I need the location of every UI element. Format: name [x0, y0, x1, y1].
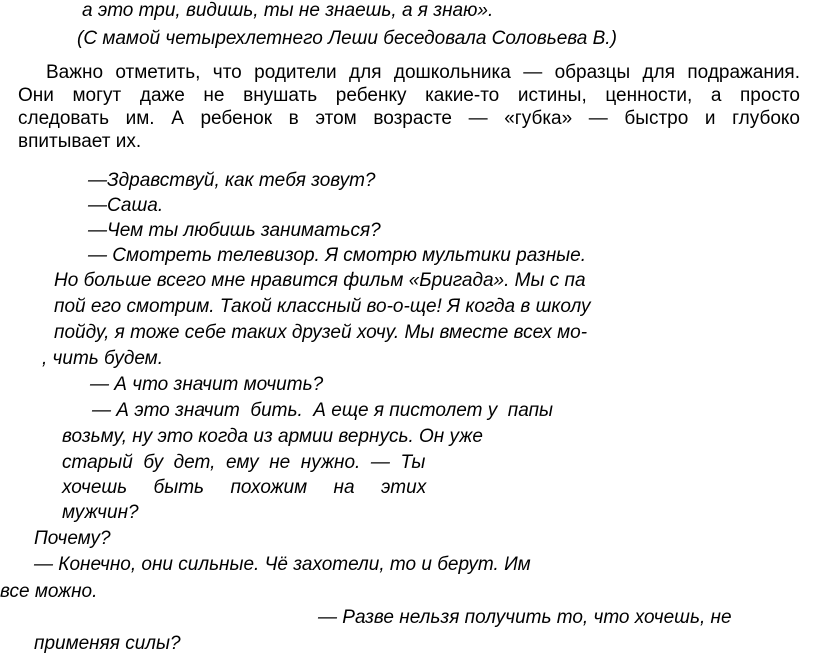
paragraph-line-3: следовать им. А ребенок в этом возрасте — «губка» — быстро и глубоко	[18, 108, 800, 129]
dialogue-line-16: — Конечно, они сильные. Чё захотели, то и берут. Им	[34, 554, 531, 575]
dialogue-line-5: Но больше всего мне нравится фильм «Бригада». Мы с па	[54, 270, 586, 291]
dialogue-line-11: возьму, ну это когда из армии вернусь. Он уже	[62, 426, 483, 447]
dialogue-line-6: пой его смотрим. Такой классный во-о-ще! Я когда в школу	[54, 296, 591, 317]
paragraph-line-1: Важно отметить, что родители для дошкольника — образцы для подражания.	[46, 62, 800, 83]
dialogue-line-8: , чить будем.	[42, 348, 163, 369]
dialogue-line-14: мужчин?	[62, 502, 139, 523]
dialogue-line-13: хочешь быть похожим на этих	[62, 477, 427, 498]
intro-line-2: (С мамой четырехлетнего Леши беседовала Соловьева В.)	[77, 28, 617, 49]
dialogue-line-4: — Смотреть телевизор. Я смотрю мультики разные.	[88, 245, 586, 266]
paragraph-line-2: Они могут даже не внушать ребенку какие-то истины, ценности, а просто	[18, 85, 800, 106]
dialogue-line-10: — А это значит бить. А еще я пистолет у папы	[92, 400, 554, 421]
dialogue-line-15: Почему?	[34, 528, 111, 549]
paragraph-line-4: впитывает их.	[18, 131, 142, 152]
dialogue-line-9: — А что значит мочить?	[90, 374, 324, 395]
dialogue-line-19: применяя силы?	[34, 633, 181, 654]
dialogue-line-18: — Разве нельзя получить то, что хочешь, не	[318, 607, 732, 628]
dialogue-line-12: старый бу дет, ему не нужно. — Ты	[62, 452, 426, 473]
dialogue-line-2: —Саша.	[88, 195, 164, 216]
dialogue-line-7: пойду, я тоже себе таких друзей хочу. Мы вместе всех мо-	[54, 322, 588, 343]
dialogue-line-1: —Здравствуй, как тебя зовут?	[88, 170, 376, 191]
dialogue-line-3: —Чем ты любишь заниматься?	[88, 220, 381, 241]
dialogue-line-17: все можно.	[0, 581, 98, 602]
intro-line-1: а это три, видишь, ты не знаешь, а я знаю».	[82, 0, 494, 21]
